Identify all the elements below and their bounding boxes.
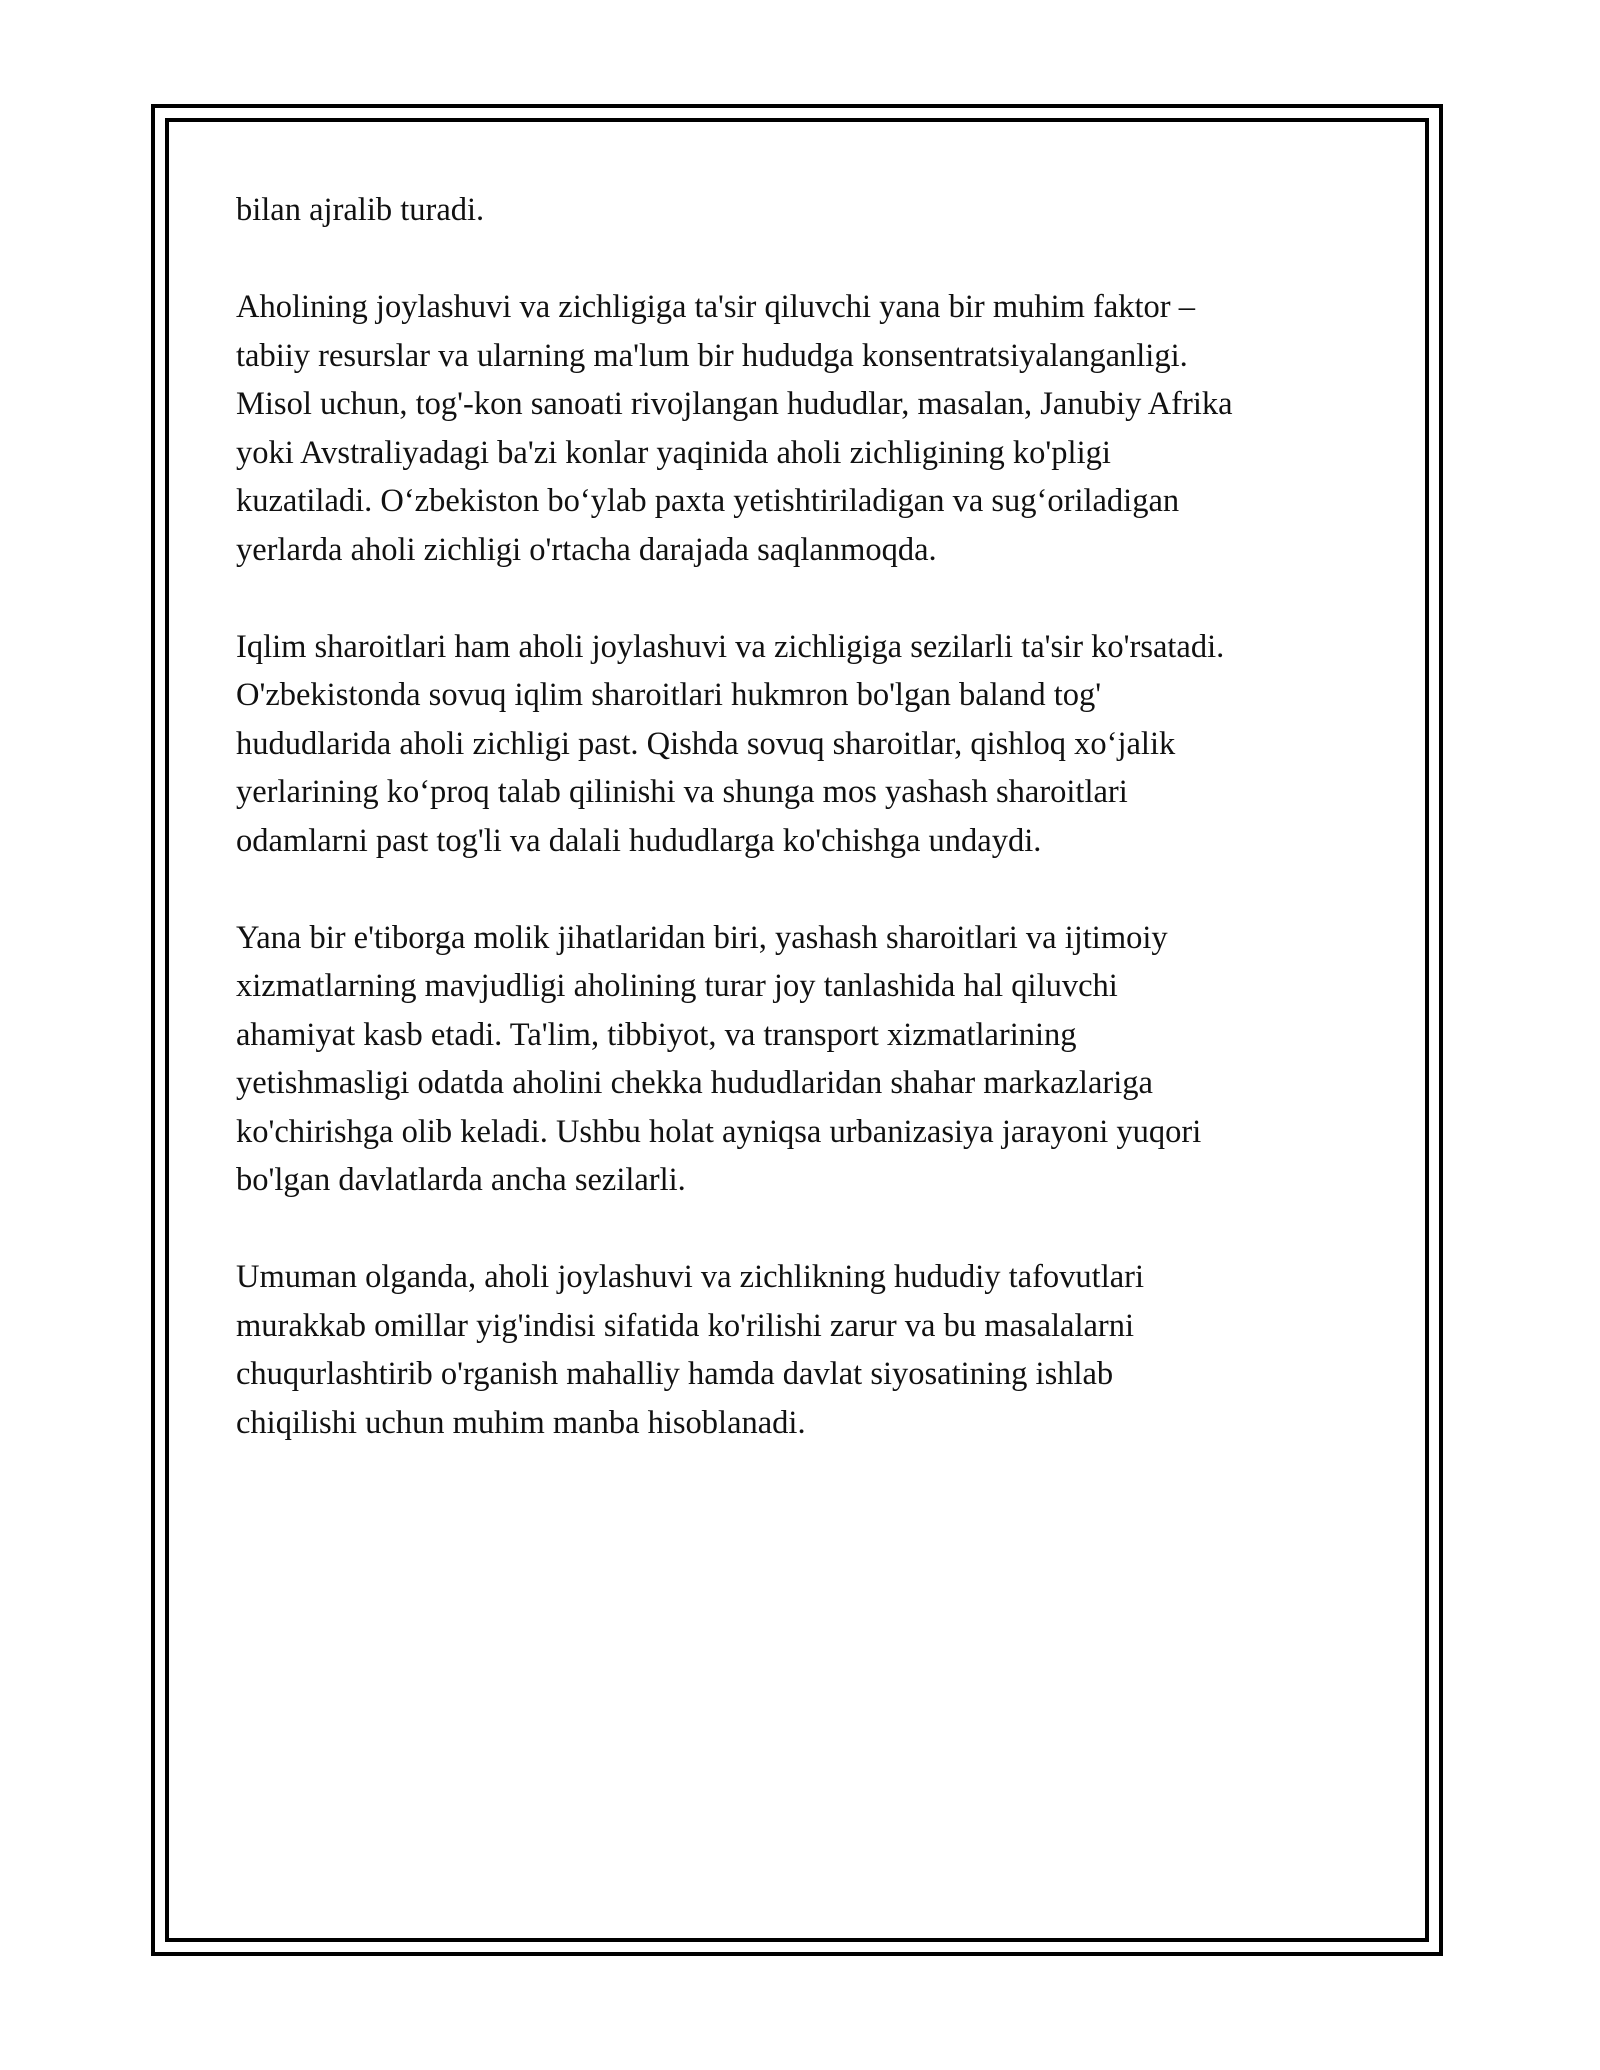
text-line: yoki Avstraliyadagi ba'zi konlar yaqinida aholi zichligining ko'pligi	[236, 434, 1111, 471]
text-line: tabiiy resurslar va ularning ma'lum bir hududga konsentratsiyalanganligi.	[236, 337, 1188, 374]
text-line: bo'lgan davlatlarda ancha sezilarli.	[236, 1162, 686, 1198]
text-line: yerlarda aholi zichligi o'rtacha darajada saqlanmoqda.	[236, 531, 937, 568]
paragraph-2	[236, 283, 1366, 574]
text-line: ahamiyat kasb etadi. Ta'lim, tibbiyot, va transport xizmatlarining	[236, 1016, 1077, 1053]
text-line: Misol uchun, tog'-kon sanoati rivojlangan hududlar, masalan, Janubiy Afrika	[236, 386, 1233, 422]
text-line: ko'chirishga olib keladi. Ushbu holat ayniqsa urbanizasiya jarayoni yuqori	[236, 1113, 1202, 1150]
text-line: Umuman olganda, aholi joylashuvi va zichlikning hududiy tafovutlari	[236, 1259, 1145, 1295]
text-line: odamlarni past tog'li va dalali hududlarga ko'chishga undaydi.	[236, 822, 1042, 859]
text-line: xizmatlarning mavjudligi aholining turar joy tanlashida hal qiluvchi	[236, 968, 1118, 1004]
text-line: Iqlim sharoitlari ham aholi joylashuvi va zichligiga sezilarli ta'sir ko'rsatadi.	[236, 628, 1225, 665]
text-line: kuzatiladi. O‘zbekiston bo‘ylab paxta yetishtiriladigan va sug‘oriladigan	[236, 483, 1180, 519]
text-line: O'zbekistonda sovuq iqlim sharoitlari hukmron bo'lgan baland tog'	[236, 677, 1102, 713]
text-line: Aholining joylashuvi va zichligiga ta'sir qiluvchi yana bir muhim faktor –	[236, 289, 1196, 325]
text-line: Yana bir e'tiborga molik jihatlaridan biri, yashash sharoitlari va ijtimoiy	[236, 919, 1168, 956]
paragraph-3	[236, 623, 1366, 866]
text-line: yerlarining ko‘proq talab qilinishi va shunga mos yashash sharoitlari	[236, 774, 1128, 810]
text-line: chuqurlashtirib o'rganish mahalliy hamda davlat siyosatining ishlab	[236, 1356, 1114, 1392]
text-line: murakkab omillar yig'indisi sifatida ko'rilishi zarur va bu masalalarni	[236, 1307, 1135, 1344]
text-line: yetishmasligi odatda aholini chekka hududlaridan shahar markazlariga	[236, 1065, 1153, 1101]
paragraph-1	[236, 186, 1366, 235]
text-line: bilan ajralib turadi.	[236, 192, 485, 228]
text-line: hududlarida aholi zichligi past. Qishda sovuq sharoitlar, qishloq xo‘jalik	[236, 725, 1176, 762]
paragraph-5	[236, 1253, 1366, 1447]
document-body	[236, 186, 1366, 1496]
paragraph-4	[236, 914, 1366, 1205]
text-line: chiqilishi uchun muhim manba hisoblanadi.	[236, 1404, 806, 1441]
